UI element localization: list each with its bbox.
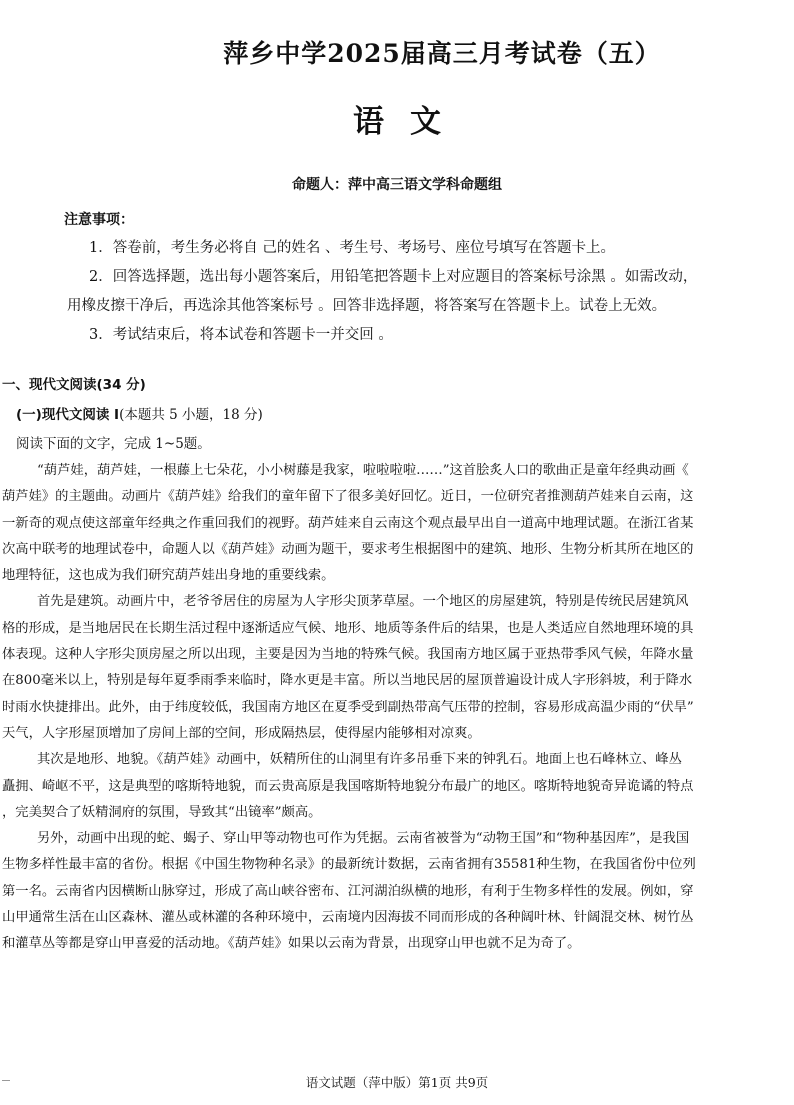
subsection-title: (一)现代文阅读 I xyxy=(16,407,120,423)
passage-line: “葫芦娃，葫芦娃，一根藤上七朵花，小小树藤是我家，啦啦啦啦……”这首脍炙人口的歌曲正是童年经典动画《 xyxy=(37,463,689,478)
note-line: 1．答卷前，考生务必将自 己的姓名 、考生号、考场号、座位号填写在答题卡上。 xyxy=(89,240,615,256)
passage-line: 其次是地形、地貌。《葫芦娃》动画中，妖精所住的山洞里有许多吊垂下来的钟乳石。地面上也石峰林立、峰丛 xyxy=(37,752,682,768)
passage-line: 首先是建筑。动画片中，老爷爷居住的房屋为人字形尖顶茅草屋。一个地区的房屋建筑，特别是传统民居建筑风 xyxy=(37,594,689,610)
passage-line: 体表现。这种人字形尖顶房屋之所以出现，主要是因为当地的特殊气候。我国南方地区属于亚热带季风气候，年降水量 xyxy=(2,647,694,663)
section-heading: 一、现代文阅读(34 分) xyxy=(2,377,146,393)
exam-title: 萍乡中学2025届高三月考试卷（五） xyxy=(223,39,661,68)
page-footer: 语文试题（萍中版）第1页 共9页 xyxy=(305,1075,489,1090)
passage-line: 地理特征，这也成为我们研究葫芦娃出身地的重要线索。 xyxy=(2,568,335,584)
note-line: 2．回答选择题，选出每小题答案后，用铅笔把答题卡上对应题目的答案标号涂黑 。如需改动， xyxy=(89,269,698,285)
passage-line: 另外，动画中出现的蛇、蝎子、穿山甲等动物也可作为凭据。云南省被誉为“动物王国”和“物种基因库”，是我国 xyxy=(37,831,690,847)
passage-line: 一新奇的观点使这部童年经典之作重回我们的视野。葫芦娃来自云南这个观点最早出自一道高中地理试题。在浙江省某 xyxy=(2,515,694,531)
passage-line: 第一名。云南省内因横断山脉穿过，形成了高山峡谷密布、江河湖泊纵横的地形，有利于生物多样性的发展。例如，穿 xyxy=(2,883,694,899)
passage xyxy=(0,458,794,958)
passage-line: 生物多样性最丰富的省份。根据《中国生物物种名录》的最新统计数据，云南省拥有35581种生物，在我国省份中位列 xyxy=(2,857,696,873)
notes-list xyxy=(0,234,794,350)
subject-title: 语文 xyxy=(353,104,467,140)
passage-line: 和灌草丛等都是穿山甲喜爱的活动地。《葫芦娃》如果以云南为背景，出现穿山甲也就不足为奇了。 xyxy=(2,936,581,952)
passage-line: ，完美契合了妖精洞府的氛围，导致其“出镜率”颇高。 xyxy=(2,804,322,820)
author-line: 命题人：萍中高三语文学科命题组 xyxy=(292,177,502,193)
notes-heading: 注意事项： xyxy=(64,212,134,228)
passage-line: 次高中联考的地理试卷中，命题人以《葫芦娃》动画为题干，要求考生根据图中的建筑、地形、生物分析其所在地区的 xyxy=(2,541,694,557)
note-line: 用橡皮擦干净后，再选涂其他答案标号 。回答非选择题，将答案写在答题卡上。试卷上无效。 xyxy=(67,298,667,314)
passage-line: 在800毫米以上，特别是每年夏季雨季来临时，降水更是丰富。所以当地民居的屋顶普遍设计成人字形斜坡，利于降水 xyxy=(2,673,693,689)
passage-line: 矗拥、崎岖不平，这是典型的喀斯特地貌，而云贵高原是我国喀斯特地貌分布最广的地区。喀斯特地貌奇异诡谲的特点 xyxy=(2,778,694,794)
subsection-detail: (本题共 5 小题，18 分) xyxy=(119,407,263,423)
subsection-heading xyxy=(16,403,263,423)
passage-line: 天气，人字形屋顶增加了房间上部的空间，形成隔热层，使得屋内能够相对凉爽。 xyxy=(2,725,481,741)
reading-instruction: 阅读下面的文字，完成 1~5题。 xyxy=(16,436,211,452)
passage-line: 格的形成，是当地居民在长期生活过程中逐渐适应气候、地形、地质等条件后的结果，也是人类适应自然地理环境的具 xyxy=(2,620,694,636)
passage-line: 葫芦娃》的主题曲。动画片《葫芦娃》给我们的童年留下了很多美好回忆。近日，一位研究者推测葫芦娃来自云南，这 xyxy=(2,489,694,505)
note-line: 3．考试结束后，将本试卷和答题卡一并交回 。 xyxy=(89,327,393,343)
passage-line: 山甲通常生活在山区森林、灌丛或林灌的各种环境中，云南境内因海拔不同而形成的各种阔叶林、针阔混交林、树竹丛 xyxy=(2,910,694,926)
passage-line: 时雨水快捷排出。此外，由于纬度较低，我国南方地区在夏季受到副热带高气压带的控制，容易形成高温少雨的“伏旱” xyxy=(2,699,694,715)
